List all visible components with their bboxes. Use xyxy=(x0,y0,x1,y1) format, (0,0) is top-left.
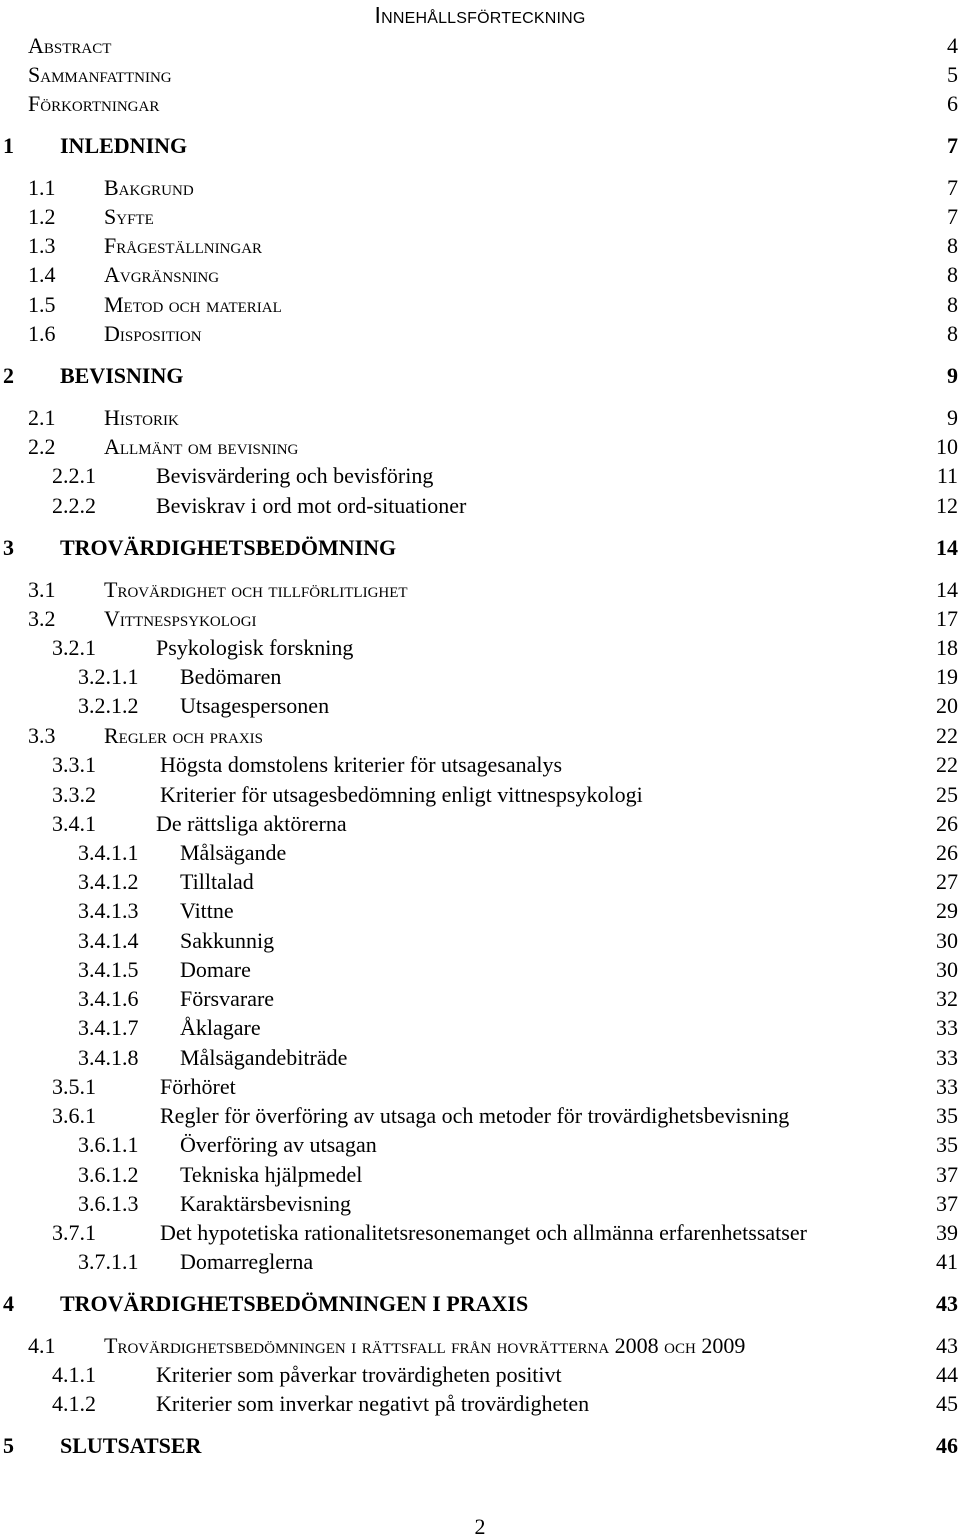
toc-entry-page: 45 xyxy=(936,1391,958,1416)
toc-entry[interactable] xyxy=(0,1191,960,1219)
toc-entry-page: 41 xyxy=(936,1249,958,1274)
toc-entry-label: Trovärdighet och tillförlitlighet xyxy=(104,577,408,602)
toc-entry[interactable] xyxy=(0,1162,960,1190)
toc-entry-page: 43 xyxy=(936,1333,958,1358)
toc-entry[interactable] xyxy=(0,752,960,780)
toc-entry-number: 3.2.1.2 xyxy=(78,693,139,718)
toc-entry[interactable] xyxy=(0,493,960,521)
toc-entry-label: Syfte xyxy=(104,204,154,229)
toc-entry[interactable] xyxy=(0,1362,960,1390)
toc-entry-page: 30 xyxy=(936,957,958,982)
toc-entry[interactable] xyxy=(0,463,960,491)
toc-entry[interactable] xyxy=(0,434,960,462)
toc-entry-label: Regler för överföring av utsaga och metoder för trovärdighetsbevisning xyxy=(160,1103,790,1128)
toc-entry-label: Domare xyxy=(180,957,251,982)
toc-entry[interactable] xyxy=(0,606,960,634)
toc-entry[interactable] xyxy=(0,986,960,1014)
toc-entry-label: SLUTSATSER xyxy=(60,1433,202,1458)
toc-entry-page: 30 xyxy=(936,928,958,953)
toc-entry-label: Överföring av utsagan xyxy=(180,1132,377,1157)
toc-entry-label: Försvarare xyxy=(180,986,275,1011)
toc-entry-number: 3.6.1.2 xyxy=(78,1162,139,1187)
toc-entry-number: 3.6.1.1 xyxy=(78,1132,139,1157)
toc-entry-label: TROVÄRDIGHETSBEDÖMNINGEN I PRAXIS xyxy=(60,1291,529,1316)
toc-entry-page: 7 xyxy=(947,133,958,158)
toc-entry-page: 5 xyxy=(947,62,958,87)
toc-entry[interactable] xyxy=(0,1015,960,1043)
toc-entry-page: 26 xyxy=(936,811,958,836)
toc-entry-number: 3.3.2 xyxy=(52,782,96,807)
toc-entry[interactable] xyxy=(0,33,960,61)
toc-entry[interactable] xyxy=(0,693,960,721)
toc-entry-page: 35 xyxy=(936,1103,958,1128)
toc-entry[interactable] xyxy=(0,1103,960,1131)
toc-entry-page: 33 xyxy=(936,1045,958,1070)
toc-entry-label: Sammanfattning xyxy=(28,62,172,87)
toc-entry-label: Kriterier som inverkar negativt på trovärdigheten xyxy=(156,1391,590,1416)
toc-entry-page: 32 xyxy=(936,986,958,1011)
toc-entry-label: Karaktärsbevisning xyxy=(180,1191,352,1216)
toc-entry-label: Abstract xyxy=(28,33,112,58)
toc-entry[interactable] xyxy=(0,928,960,956)
page-number: 2 xyxy=(474,1514,486,1539)
toc-entry[interactable] xyxy=(0,869,960,897)
toc-entry-page: 37 xyxy=(936,1162,958,1187)
toc-entry-number: 3.4.1.6 xyxy=(78,986,139,1011)
toc-entry-page: 14 xyxy=(936,577,958,602)
toc-entry-label: Bevisvärdering och bevisföring xyxy=(156,463,434,488)
toc-entry-page: 39 xyxy=(936,1220,958,1245)
toc-entry-number: 3.6.1.3 xyxy=(78,1191,139,1216)
toc-entry-label: Tilltalad xyxy=(180,869,254,894)
toc-entry-page: 33 xyxy=(936,1074,958,1099)
toc-entry-page: 7 xyxy=(947,204,958,229)
toc-entry-label: Trovärdighetsbedömningen i rättsfall från hovrätterna 2008 och 2009 xyxy=(104,1333,746,1358)
toc-entry-label: Beviskrav i ord mot ord-situationer xyxy=(156,493,467,518)
toc-entry-number: 3.4.1.1 xyxy=(78,840,139,865)
toc-entry-page: 12 xyxy=(936,493,958,518)
toc-entry-label: TROVÄRDIGHETSBEDÖMNING xyxy=(60,535,397,560)
toc-entry-label: Utsagespersonen xyxy=(180,693,330,718)
toc-entry-number: 3.4.1.8 xyxy=(78,1045,139,1070)
toc-entry-number: 3 xyxy=(3,535,14,560)
toc-entry-page: 43 xyxy=(936,1291,958,1316)
toc-entry-page: 11 xyxy=(936,463,958,488)
toc-entry-number: 3.4.1.4 xyxy=(78,928,139,953)
toc-entry-label: Tekniska hjälpmedel xyxy=(180,1162,363,1187)
toc-entry-label: Sakkunnig xyxy=(180,928,275,953)
toc-entry-page: 25 xyxy=(936,782,958,807)
toc-entry-label: Det hypotetiska rationalitetsresonemanget och allmänna erfarenhetssatser xyxy=(160,1220,807,1245)
toc-entry[interactable] xyxy=(0,233,960,261)
toc-entry-page: 33 xyxy=(936,1015,958,1040)
toc-entry[interactable] xyxy=(0,204,960,232)
toc-entry-number: 1 xyxy=(3,133,14,158)
toc-entry-number: 3.6.1 xyxy=(52,1103,96,1128)
toc-entry-number: 1.6 xyxy=(28,321,56,346)
toc-entry[interactable] xyxy=(0,664,960,692)
toc-entry-number: 3.5.1 xyxy=(52,1074,96,1099)
toc-entry-page: 6 xyxy=(947,91,958,116)
toc-entry-number: 3.3.1 xyxy=(52,752,96,777)
toc-entry-number: 3.4.1.7 xyxy=(78,1015,139,1040)
toc-entry-label: Metod och material xyxy=(104,292,282,317)
toc-entry[interactable] xyxy=(0,405,960,433)
toc-entry-page: 46 xyxy=(936,1433,958,1458)
toc-entry-label: Vittnespsykologi xyxy=(104,606,257,631)
toc-entry[interactable] xyxy=(0,1132,960,1160)
toc-entry-number: 1.1 xyxy=(28,175,56,200)
toc-entry-page: 44 xyxy=(936,1362,958,1387)
toc-entry-page: 8 xyxy=(947,262,958,287)
toc-entry[interactable] xyxy=(0,91,960,119)
toc-entry-page: 37 xyxy=(936,1191,958,1216)
toc-entry[interactable] xyxy=(0,1045,960,1073)
toc-entry[interactable] xyxy=(0,898,960,926)
toc-entry-number: 4.1 xyxy=(28,1333,56,1358)
toc-entry[interactable] xyxy=(0,723,960,751)
toc-entry-number: 2 xyxy=(3,363,14,388)
toc-entry[interactable] xyxy=(0,1333,960,1361)
toc-entry-number: 2.2.1 xyxy=(52,463,96,488)
toc-entry-number: 3.4.1 xyxy=(52,811,96,836)
toc-entry[interactable] xyxy=(0,535,960,563)
toc-entry-label: Domarreglerna xyxy=(180,1249,314,1274)
toc-entry[interactable] xyxy=(0,292,960,320)
toc-entry-label: Historik xyxy=(104,405,179,430)
toc-entry-label: Kriterier för utsagesbedömning enligt vittnespsykologi xyxy=(160,782,643,807)
toc-entry-label: Kriterier som påverkar trovärdigheten positivt xyxy=(156,1362,562,1387)
toc-entry-number: 3.7.1 xyxy=(52,1220,96,1245)
toc-entry-page: 9 xyxy=(947,405,958,430)
toc-entry-label: Målsägande xyxy=(180,840,287,865)
toc-entry-page: 35 xyxy=(936,1132,958,1157)
toc-entry-page: 22 xyxy=(936,752,958,777)
toc-entry-page: 8 xyxy=(947,233,958,258)
toc-entry-label: Disposition xyxy=(104,321,202,346)
toc-entry[interactable] xyxy=(0,321,960,349)
toc-entry[interactable] xyxy=(0,175,960,203)
toc-entry-number: 4.1.1 xyxy=(52,1362,96,1387)
toc-entry-label: Högsta domstolens kriterier för utsagesanalys xyxy=(160,752,563,777)
toc-entry-page: 27 xyxy=(936,869,958,894)
toc-entry-number: 3.7.1.1 xyxy=(78,1249,139,1274)
toc-entry[interactable] xyxy=(0,635,960,663)
toc-entry-number: 3.2.1.1 xyxy=(78,664,139,689)
toc-entry-number: 3.3 xyxy=(28,723,56,748)
toc-entry-number: 1.4 xyxy=(28,262,56,287)
toc-entry-number: 2.1 xyxy=(28,405,56,430)
toc-entry-page: 7 xyxy=(947,175,958,200)
toc-entry[interactable] xyxy=(0,782,960,810)
toc-entry-label: Förkortningar xyxy=(28,91,160,116)
toc-entry-label: Avgränsning xyxy=(104,262,220,287)
toc-entry-label: De rättsliga aktörerna xyxy=(156,811,347,836)
toc-entry[interactable] xyxy=(0,840,960,868)
toc-entry[interactable] xyxy=(0,1291,960,1319)
toc-entry[interactable] xyxy=(0,957,960,985)
toc-entry-page: 18 xyxy=(936,635,958,660)
toc-entry[interactable] xyxy=(0,1074,960,1102)
toc-entry-label: Regler och praxis xyxy=(104,723,264,748)
toc-entry[interactable] xyxy=(0,1249,960,1277)
toc-entry-page: 20 xyxy=(936,693,958,718)
toc-entry-label: Förhöret xyxy=(160,1074,236,1099)
toc-entry-page: 19 xyxy=(936,664,958,689)
toc-entry-page: 22 xyxy=(936,723,958,748)
toc-entry-number: 4.1.2 xyxy=(52,1391,96,1416)
toc-entry-label: Åklagare xyxy=(180,1015,261,1040)
toc-entry-number: 1.2 xyxy=(28,204,56,229)
toc-entry[interactable] xyxy=(0,1220,960,1248)
toc-entry-label: Målsägandebiträde xyxy=(180,1045,348,1070)
toc-heading: Innehållsförteckning xyxy=(374,2,586,28)
toc-entry-label: INLEDNING xyxy=(60,133,188,158)
toc-entry-label: BEVISNING xyxy=(60,363,184,388)
toc-entry-number: 1.5 xyxy=(28,292,56,317)
toc-entry-page: 14 xyxy=(936,535,958,560)
toc-entry-number: 4 xyxy=(3,1291,14,1316)
toc-entry-label: Allmänt om bevisning xyxy=(104,434,299,459)
toc-entry-number: 3.4.1.2 xyxy=(78,869,139,894)
toc-entry-number: 3.2 xyxy=(28,606,56,631)
toc-entry-number: 1.3 xyxy=(28,233,56,258)
toc-entry-label: Psykologisk forskning xyxy=(156,635,354,660)
toc-entry[interactable] xyxy=(0,811,960,839)
toc-entry-page: 8 xyxy=(947,321,958,346)
toc-entry-page: 4 xyxy=(947,33,958,58)
toc-entry-number: 5 xyxy=(3,1433,14,1458)
toc-entry-number: 2.2 xyxy=(28,434,56,459)
toc-entry-page: 17 xyxy=(936,606,958,631)
toc-entry-label: Vittne xyxy=(180,898,234,923)
toc-entry-number: 3.2.1 xyxy=(52,635,96,660)
toc-entry-page: 29 xyxy=(936,898,958,923)
toc-entry[interactable] xyxy=(0,1391,960,1419)
toc-entry-number: 3.1 xyxy=(28,577,56,602)
toc-entry-number: 3.4.1.5 xyxy=(78,957,139,982)
toc-entry[interactable] xyxy=(0,262,960,290)
toc-entry-page: 10 xyxy=(936,434,958,459)
toc-entry-page: 8 xyxy=(947,292,958,317)
toc-entry-number: 2.2.2 xyxy=(52,493,96,518)
toc-entry-page: 9 xyxy=(947,363,958,388)
toc-entry[interactable] xyxy=(0,62,960,90)
toc-entry[interactable] xyxy=(0,133,960,161)
toc-entry-label: Frågeställningar xyxy=(104,233,263,258)
toc-entry[interactable] xyxy=(0,577,960,605)
toc-entry-page: 26 xyxy=(936,840,958,865)
toc-entry-number: 3.4.1.3 xyxy=(78,898,139,923)
toc-entry[interactable] xyxy=(0,363,960,391)
toc-entry-label: Bedömaren xyxy=(180,664,282,689)
toc-entry[interactable] xyxy=(0,1433,960,1461)
toc-entry-label: Bakgrund xyxy=(104,175,194,200)
